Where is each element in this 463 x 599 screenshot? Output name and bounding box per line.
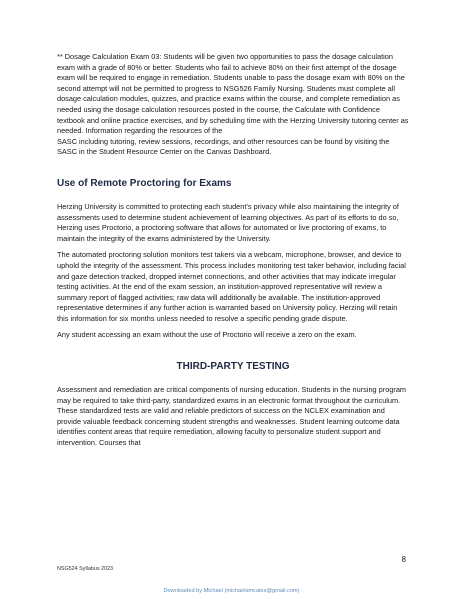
document-footer-label: NSG524 Syllabus 2023 [57,566,114,572]
sasc-resources-paragraph: SASC including tutoring, review sessions, recordings, and other resources can be found by visiting the SASC in the Student Resource Center on the Canvas Dashboard. [57,136,390,157]
page-content [57,52,409,449]
proctoring-monitoring-paragraph: The automated proctoring solution monitors test takers via a webcam, microphone, browser, and device to uphold the integrity of the assessment. This process includes monitoring test taker behavior, including facial and gaze detection tracked, dropped internet connections, and other activities that may indicate irregular testing activities. At the end of the exam session, an institution-approved representative will review a summary report of flagged activities; raw data will additionally be available. The institution-approved representative determines if any further action is warranted based on University policy. Herzing will retain this information for six months unless needed to resolve a specific pending grade dispute. [57,250,406,323]
download-watermark: Downloaded by Michael (michaelsmcates@gmail.com) [163,588,300,594]
proctoring-zero-paragraph: Any student accessing an exam without the use of Proctorio will receive a zero on the exam. [57,330,357,340]
page-number: 8 [401,555,406,564]
dosage-exam-paragraph: ** Dosage Calculation Exam 03: Students will be given two opportunities to pass the dosage calculation exam with a grade of 80% or better. Students who fail to achieve 80% on their first attempt of the dosage exam will be required to engage in remediation. Students unable to pass the dosage exam with 80% on the second attempt will not be permitted to progress to NSG526 Family Nursing. Students must complete all dosage calculation modules, quizzes, and practice exams within the course, and complete remediation as needed using the dosage calculation resources posted in the course, the Calculate with Confidence textbook and online practice exercises, and by scheduling time with the Herzing University tutoring center as needed. Information regarding the resources of the [57,52,409,136]
third-party-testing-heading: THIRD-PARTY TESTING [176,361,290,373]
third-party-testing-paragraph: Assessment and remediation are critical components of nursing education. Students in the nursing program may be required to take third-party, standardized exams in an electronic format throughout the curriculum. These standardized tests are valid and reliable predictors of success on the NCLEX examination and provide valuable feedback concerning student strengths and weaknesses. Student learning outcome data identifies content areas that require remediation, allowing faculty to personalize student support and intervention. Courses that [57,385,407,448]
remote-proctoring-heading: Use of Remote Proctoring for Exams [57,177,232,189]
proctoring-intro-paragraph: Herzing University is committed to protecting each student’s privacy while also maintaining the integrity of assessments used to determine student achievement of learning objectives. As part of its efforts to do so, Herzing uses Proctorio, a proctoring software that allows for automated or live proctoring of exams, to maintain the integrity of the exams administered by the University. [57,201,399,243]
